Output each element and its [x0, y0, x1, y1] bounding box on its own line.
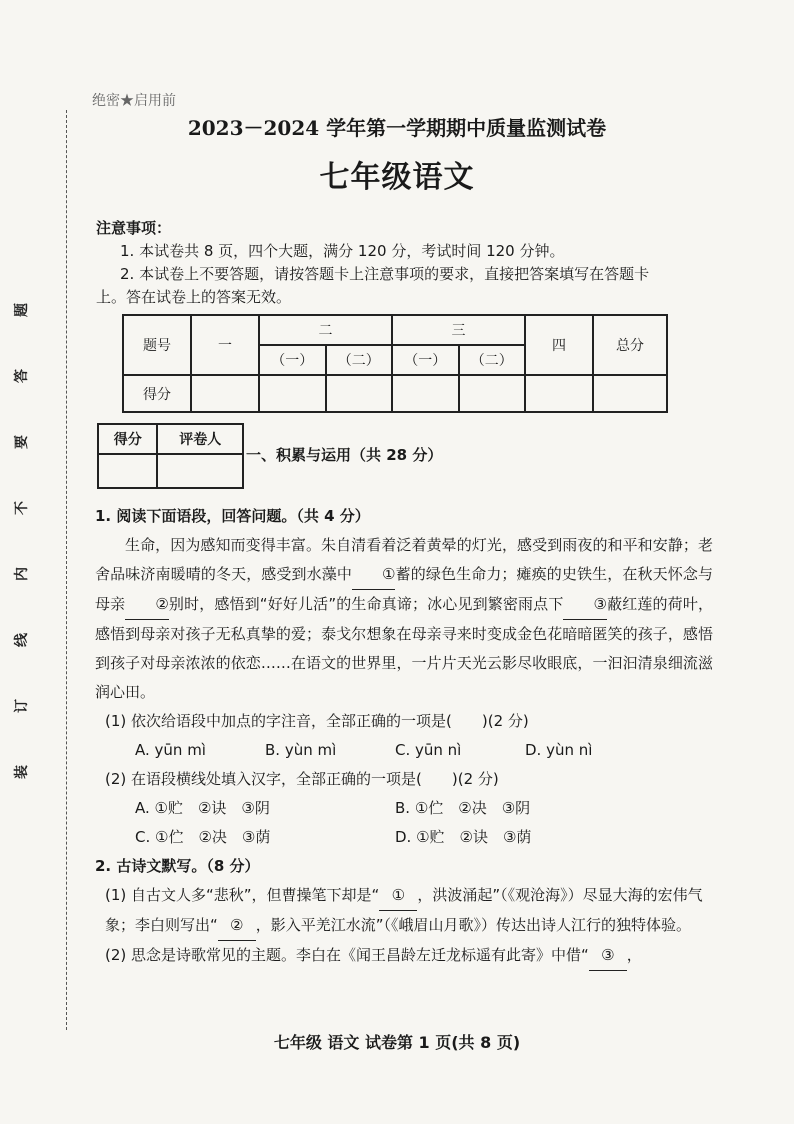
binding-dashed-line	[66, 110, 67, 1030]
option: D. yùn nì	[525, 741, 593, 759]
binding-char: 要	[14, 435, 30, 449]
sub-question: (1) 依次给语段中加点的字注音，全部正确的一项是( )(2 分)	[105, 712, 529, 730]
score-col-4: 四	[525, 315, 593, 375]
fill-blank: ②	[125, 590, 168, 620]
fill-blank: ③	[563, 590, 606, 620]
option: B. ①伫 ②决 ③阴	[395, 799, 531, 817]
binding-char: 内	[14, 567, 30, 581]
notes-item: 1. 本试卷共 8 页，四个大题，满分 120 分，考试时间 120 分钟。	[120, 242, 565, 260]
option: D. ①贮 ②诀 ③荫	[395, 828, 532, 846]
fill-blank: ①	[379, 881, 417, 911]
secret-mark: 绝密★启用前	[92, 93, 176, 109]
score-sub-col: （二）	[459, 345, 526, 375]
score-table-header: 题号	[123, 315, 191, 375]
fill-blank: ②	[218, 911, 256, 941]
binding-char: 装	[14, 765, 30, 779]
score-cell	[259, 375, 326, 412]
option-grid	[95, 794, 713, 852]
binding-char: 答	[14, 369, 30, 383]
grader-score-label: 得分	[98, 424, 157, 454]
score-sub-col: （二）	[326, 345, 393, 375]
score-sub-col: （一）	[259, 345, 326, 375]
notes-heading: 注意事项：	[96, 219, 172, 237]
score-cell	[525, 375, 593, 412]
score-sub-col: （一）	[392, 345, 459, 375]
score-table	[122, 314, 668, 413]
option: A. ①贮 ②诀 ③阴	[135, 799, 270, 817]
option: C. yūn nì	[395, 741, 462, 759]
notes-item: 2. 本试卷上不要答题，请按答题卡上注意事项的要求，直接把答案填写在答题卡	[120, 265, 650, 283]
score-cell	[392, 375, 459, 412]
score-col-2: 二	[259, 315, 392, 345]
question-passage: 生命，因为感知而变得丰富。朱自清看着泛着黄晕的灯光，感受到雨夜的和平和安静；老舍品味济南暖晴的冬天，感受到水藻中 ①蓄的绿色生命力；瘫痪的史铁生，在秋天怀念与母亲 ②别时，感悟到“好好儿活”的生命真谛；冰心见到繁密雨点下 ③蔽红莲的荷叶，感悟到母亲对孩子无私真挚的爱；泰戈尔想象在母亲寻来时变成金色花暗暗匿笑的孩子，感悟到孩子对母亲浓浓的依恋……在语文的世界里，一片片天光云影尽收眼底，一汩汩清泉细流滋润心田。	[95, 536, 713, 701]
option: A. yūn mì	[135, 741, 206, 759]
grader-box	[97, 423, 244, 489]
fill-blank: ①	[352, 560, 395, 590]
sub-question: (2) 思念是诗歌常见的主题。李白在《闻王昌龄左迁龙标遥有此寄》中借“ ③ ，	[95, 941, 713, 971]
fill-blank: ③	[589, 941, 627, 971]
grader-label: 评卷人	[157, 424, 243, 454]
option: C. ①伫 ②决 ③荫	[135, 828, 271, 846]
question-stem: 2. 古诗文默写。（8 分）	[95, 857, 260, 875]
grader-score-cell	[98, 454, 157, 488]
score-cell	[593, 375, 667, 412]
binding-char: 订	[14, 699, 30, 713]
binding-char: 题	[14, 303, 30, 317]
score-row-label: 得分	[123, 375, 191, 412]
score-cell	[459, 375, 526, 412]
option: B. yùn mì	[265, 741, 337, 759]
notes-item-cont: 上。答在试卷上的答案无效。	[96, 288, 292, 306]
score-cell	[326, 375, 393, 412]
exam-title: 2023－2024 学年第一学期期中质量监测试卷	[187, 116, 607, 140]
score-col-1: 一	[191, 315, 259, 375]
section-title: 一、积累与运用（共 28 分）	[246, 446, 443, 464]
subject-title: 七年级语文	[319, 160, 475, 195]
exam-notes	[96, 217, 716, 309]
sub-question: (2) 在语段横线处填入汉字，全部正确的一项是( )(2 分)	[105, 770, 499, 788]
score-cell	[191, 375, 259, 412]
option-row	[95, 736, 713, 765]
sub-question: (1) 自古文人多“悲秋”，但曹操笔下却是“ ① ，洪波涌起”（《观沧海》）尽显大海的宏伟气象；李白则写出“ ② ，影入平羌江水流”（《峨眉山月歌》）传达出诗人江行的独特体验。	[95, 881, 713, 941]
question-stem: 1. 阅读下面语段，回答问题。（共 4 分）	[95, 507, 370, 525]
score-col-total: 总分	[593, 315, 667, 375]
grader-name-cell	[157, 454, 243, 488]
page-footer: 七年级 语文 试卷第 1 页(共 8 页)	[273, 1033, 521, 1052]
question-body	[95, 502, 713, 971]
score-col-3: 三	[392, 315, 525, 345]
binding-char: 线	[14, 633, 30, 647]
binding-char: 不	[14, 501, 30, 515]
binding-margin-text	[14, 300, 28, 782]
